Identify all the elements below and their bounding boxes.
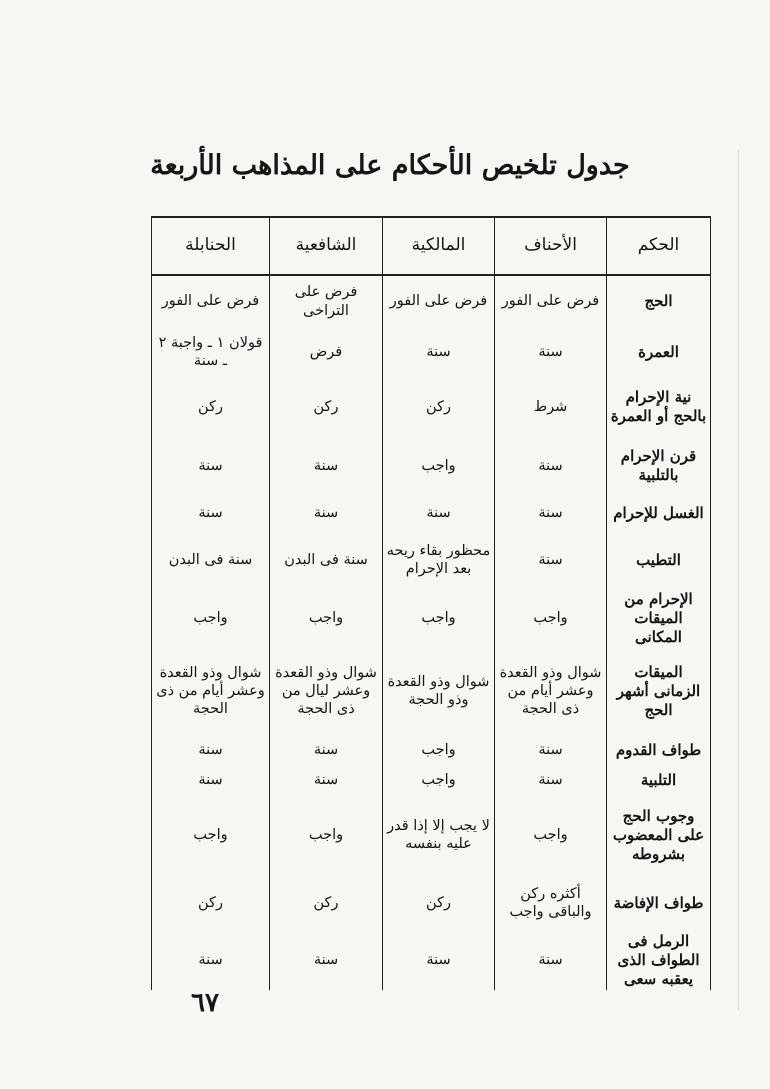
cell-hanbali: واجب bbox=[152, 795, 270, 875]
cell-maliki: واجب bbox=[383, 735, 495, 765]
cell-shafii: سنة bbox=[270, 735, 383, 765]
cell-shafii: فرض على التراخى bbox=[270, 275, 383, 327]
cell-ruling: الحج bbox=[607, 275, 711, 327]
header-maliki: المالكية bbox=[383, 217, 495, 275]
cell-maliki: ركن bbox=[383, 875, 495, 931]
table-header-row bbox=[152, 217, 711, 275]
cell-maliki: واجب bbox=[383, 437, 495, 495]
table-row bbox=[152, 589, 711, 647]
table-row bbox=[152, 875, 711, 931]
table-row bbox=[152, 531, 711, 589]
cell-hanbali: سنة bbox=[152, 765, 270, 795]
cell-ruling: الميقات الزمانى أشهر الحج bbox=[607, 647, 711, 735]
cell-shafii: فرض bbox=[270, 327, 383, 377]
cell-hanafi: سنة bbox=[495, 735, 607, 765]
cell-maliki: محظور بقاء ريحه بعد الإحرام bbox=[383, 531, 495, 589]
cell-hanafi: سنة bbox=[495, 765, 607, 795]
cell-hanafi: واجب bbox=[495, 795, 607, 875]
cell-ruling: نية الإحرام بالحج أو العمرة bbox=[607, 377, 711, 437]
cell-shafii: سنة فى البدن bbox=[270, 531, 383, 589]
cell-ruling: قرن الإحرام بالتلبية bbox=[607, 437, 711, 495]
cell-hanbali: سنة bbox=[152, 437, 270, 495]
cell-maliki: واجب bbox=[383, 589, 495, 647]
cell-hanbali: شوال وذو القعدة وعشر أيام من ذى الحجة bbox=[152, 647, 270, 735]
cell-hanbali: ركن bbox=[152, 377, 270, 437]
cell-shafii: سنة bbox=[270, 931, 383, 989]
cell-hanafi: شوال وذو القعدة وعشر أيام من ذى الحجة bbox=[495, 647, 607, 735]
cell-ruling: طواف القدوم bbox=[607, 735, 711, 765]
cell-ruling: الإحرام من الميقات المكانى bbox=[607, 589, 711, 647]
cell-ruling: التلبية bbox=[607, 765, 711, 795]
table-row bbox=[152, 765, 711, 795]
cell-maliki: فرض على الفور bbox=[383, 275, 495, 327]
page-fold-shadow bbox=[738, 150, 739, 1010]
cell-shafii: واجب bbox=[270, 589, 383, 647]
cell-hanbali: قولان ١ ـ واجبة ٢ ـ سنة bbox=[152, 327, 270, 377]
table-row bbox=[152, 795, 711, 875]
page-number: ٦٧ bbox=[191, 988, 219, 1018]
cell-shafii: سنة bbox=[270, 765, 383, 795]
cell-maliki: لا يجب إلا إذا قدر عليه بنفسه bbox=[383, 795, 495, 875]
table-row bbox=[152, 275, 711, 327]
page-title: جدول تلخيص الأحكام على المذاهب الأربعة bbox=[150, 150, 630, 181]
header-hanafi: الأحناف bbox=[495, 217, 607, 275]
table-row bbox=[152, 437, 711, 495]
cell-shafii: ركن bbox=[270, 377, 383, 437]
cell-maliki: ركن bbox=[383, 377, 495, 437]
cell-shafii: واجب bbox=[270, 795, 383, 875]
cell-shafii: ركن bbox=[270, 875, 383, 931]
header-shafii: الشافعية bbox=[270, 217, 383, 275]
cell-ruling: العمرة bbox=[607, 327, 711, 377]
cell-maliki: سنة bbox=[383, 327, 495, 377]
table-row bbox=[152, 495, 711, 531]
cell-ruling: الرمل فى الطواف الذى يعقبه سعى bbox=[607, 931, 711, 989]
cell-hanafi: أكثره ركن والباقى واجب bbox=[495, 875, 607, 931]
header-hanbali: الحنابلة bbox=[152, 217, 270, 275]
cell-hanafi: شرط bbox=[495, 377, 607, 437]
cell-shafii: شوال وذو القعدة وعشر ليال من ذى الحجة bbox=[270, 647, 383, 735]
cell-ruling: الغسل للإحرام bbox=[607, 495, 711, 531]
table-row bbox=[152, 735, 711, 765]
cell-hanbali: فرض على الفور bbox=[152, 275, 270, 327]
cell-ruling: التطيب bbox=[607, 531, 711, 589]
cell-maliki: شوال وذو القعدة وذو الحجة bbox=[383, 647, 495, 735]
table-row bbox=[152, 327, 711, 377]
cell-hanbali: ركن bbox=[152, 875, 270, 931]
cell-ruling: طواف الإفاضة bbox=[607, 875, 711, 931]
cell-hanbali: سنة bbox=[152, 735, 270, 765]
cell-hanbali: سنة bbox=[152, 495, 270, 531]
cell-maliki: واجب bbox=[383, 765, 495, 795]
cell-shafii: سنة bbox=[270, 437, 383, 495]
cell-hanbali: سنة فى البدن bbox=[152, 531, 270, 589]
cell-hanafi: سنة bbox=[495, 437, 607, 495]
cell-maliki: سنة bbox=[383, 495, 495, 531]
table-row bbox=[152, 647, 711, 735]
rulings-table bbox=[151, 216, 711, 990]
cell-hanafi: واجب bbox=[495, 589, 607, 647]
cell-maliki: سنة bbox=[383, 931, 495, 989]
cell-hanafi: سنة bbox=[495, 931, 607, 989]
cell-hanafi: سنة bbox=[495, 495, 607, 531]
table-row bbox=[152, 931, 711, 989]
cell-hanafi: سنة bbox=[495, 531, 607, 589]
cell-hanbali: واجب bbox=[152, 589, 270, 647]
cell-hanafi: فرض على الفور bbox=[495, 275, 607, 327]
cell-shafii: سنة bbox=[270, 495, 383, 531]
cell-ruling: وجوب الحج على المعضوب بشروطه bbox=[607, 795, 711, 875]
cell-hanafi: سنة bbox=[495, 327, 607, 377]
header-ruling: الحكم bbox=[607, 217, 711, 275]
table-row bbox=[152, 377, 711, 437]
cell-hanbali: سنة bbox=[152, 931, 270, 989]
